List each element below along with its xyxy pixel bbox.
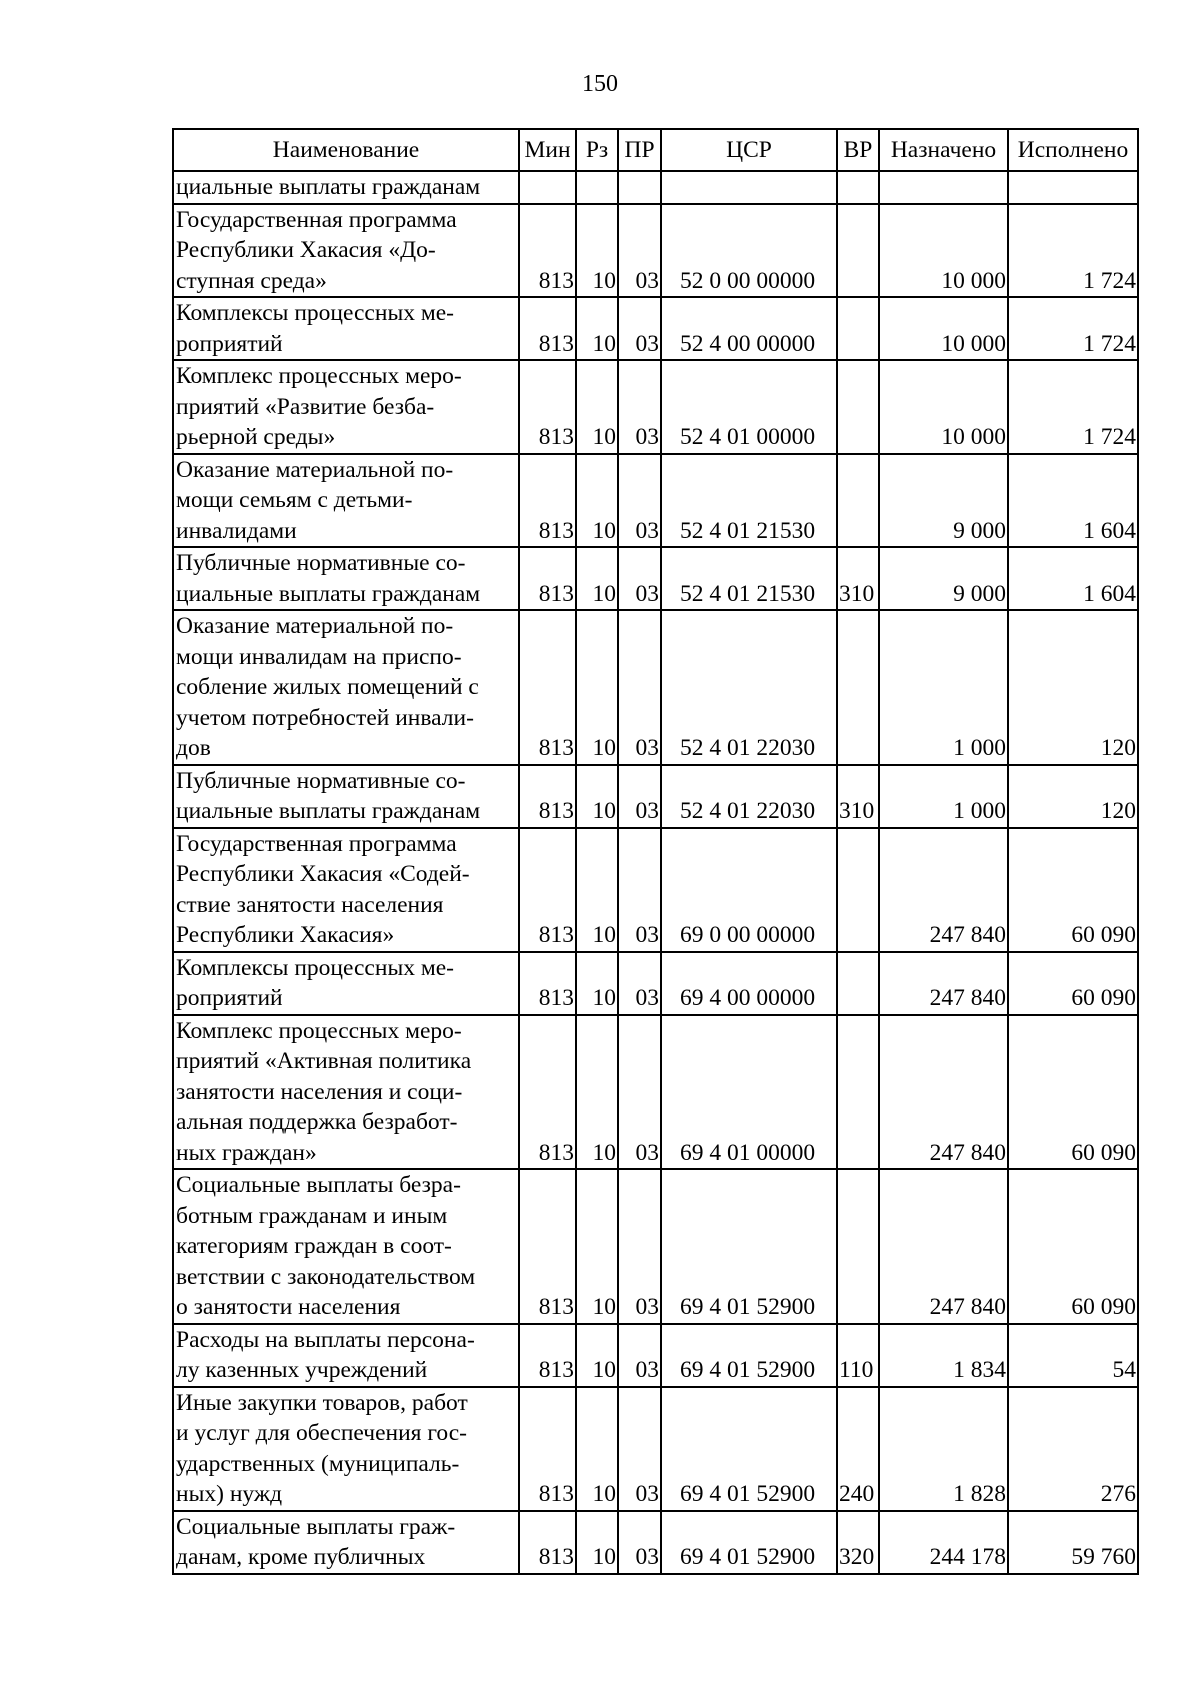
header-name: Наименование: [173, 129, 519, 171]
cell-executed: 60 090: [1008, 1169, 1138, 1324]
table-row: [173, 1511, 1138, 1574]
cell-name: Комплексы процессных ме- роприятий: [173, 952, 519, 1015]
cell-min: 813: [519, 454, 576, 548]
cell-pr: 03: [618, 297, 661, 360]
cell-executed: 60 090: [1008, 952, 1138, 1015]
header-min: Мин: [519, 129, 576, 171]
cell-vr: [837, 610, 879, 765]
cell-csr: 69 4 00 00000: [661, 952, 837, 1015]
cell-name: Оказание материальной по- мощи инвалидам на приспо- собление жилых помещений с учетом потребностей инвали- дов: [173, 610, 519, 765]
cell-vr: 310: [837, 547, 879, 610]
cell-min: 813: [519, 828, 576, 952]
cell-pr: 03: [618, 828, 661, 952]
cell-executed: [1008, 171, 1138, 204]
cell-min: [519, 171, 576, 204]
cell-min: 813: [519, 1169, 576, 1324]
cell-executed: 276: [1008, 1387, 1138, 1511]
cell-assigned: 10 000: [879, 360, 1008, 454]
table-row: [173, 204, 1138, 298]
cell-vr: [837, 454, 879, 548]
cell-assigned: 10 000: [879, 297, 1008, 360]
cell-vr: 240: [837, 1387, 879, 1511]
cell-assigned: 247 840: [879, 1015, 1008, 1170]
table-row: [173, 1015, 1138, 1170]
cell-rz: 10: [576, 610, 618, 765]
cell-vr: 320: [837, 1511, 879, 1574]
table-row: [173, 297, 1138, 360]
cell-executed: 1 724: [1008, 297, 1138, 360]
cell-executed: 60 090: [1008, 1015, 1138, 1170]
cell-pr: 03: [618, 1387, 661, 1511]
cell-vr: [837, 1015, 879, 1170]
cell-assigned: 9 000: [879, 454, 1008, 548]
cell-assigned: 244 178: [879, 1511, 1008, 1574]
cell-min: 813: [519, 204, 576, 298]
cell-executed: 60 090: [1008, 828, 1138, 952]
cell-executed: 120: [1008, 765, 1138, 828]
cell-name: Оказание материальной по- мощи семьям с детьми- инвалидами: [173, 454, 519, 548]
cell-vr: [837, 1169, 879, 1324]
cell-min: 813: [519, 1015, 576, 1170]
cell-csr: 69 0 00 00000: [661, 828, 837, 952]
cell-csr: 52 4 00 00000: [661, 297, 837, 360]
header-executed: Исполнено: [1008, 129, 1138, 171]
cell-vr: [837, 952, 879, 1015]
cell-rz: 10: [576, 360, 618, 454]
table-row: [173, 454, 1138, 548]
table-header-row: [173, 129, 1138, 171]
budget-table: [172, 128, 1139, 1575]
table-row: [173, 171, 1138, 204]
cell-name: Социальные выплаты безра- ботным гражданам и иным категориям граждан в соот- ветствии с законодательством о занятости населения: [173, 1169, 519, 1324]
cell-rz: 10: [576, 547, 618, 610]
cell-vr: 110: [837, 1324, 879, 1387]
cell-rz: 10: [576, 828, 618, 952]
cell-name: Расходы на выплаты персона- лу казенных учреждений: [173, 1324, 519, 1387]
cell-name: Иные закупки товаров, работ и услуг для обеспечения гос- ударственных (муниципаль- ных) нужд: [173, 1387, 519, 1511]
cell-csr: 52 4 01 22030: [661, 610, 837, 765]
cell-min: 813: [519, 1511, 576, 1574]
cell-min: 813: [519, 297, 576, 360]
cell-pr: 03: [618, 1324, 661, 1387]
table-row: [173, 828, 1138, 952]
table-row: [173, 952, 1138, 1015]
cell-rz: 10: [576, 454, 618, 548]
cell-vr: [837, 204, 879, 298]
cell-csr: 52 4 01 21530: [661, 547, 837, 610]
cell-executed: 1 724: [1008, 204, 1138, 298]
cell-csr: 69 4 01 52900: [661, 1387, 837, 1511]
cell-pr: 03: [618, 1015, 661, 1170]
cell-vr: [837, 297, 879, 360]
cell-name: Публичные нормативные со- циальные выплаты гражданам: [173, 547, 519, 610]
table-row: [173, 610, 1138, 765]
cell-name: Государственная программа Республики Хакасия «Содей- ствие занятости населения Республики Хакасия»: [173, 828, 519, 952]
cell-pr: 03: [618, 547, 661, 610]
cell-vr: [837, 171, 879, 204]
cell-csr: 52 4 01 22030: [661, 765, 837, 828]
cell-executed: 120: [1008, 610, 1138, 765]
header-rz: Рз: [576, 129, 618, 171]
cell-pr: 03: [618, 765, 661, 828]
cell-min: 813: [519, 547, 576, 610]
cell-csr: 69 4 01 00000: [661, 1015, 837, 1170]
cell-csr: 69 4 01 52900: [661, 1324, 837, 1387]
cell-vr: [837, 360, 879, 454]
cell-min: 813: [519, 1387, 576, 1511]
cell-rz: 10: [576, 1015, 618, 1170]
cell-min: 813: [519, 952, 576, 1015]
cell-executed: 59 760: [1008, 1511, 1138, 1574]
page-number: 150: [582, 71, 618, 97]
cell-executed: 1 724: [1008, 360, 1138, 454]
cell-assigned: 1 000: [879, 765, 1008, 828]
cell-name: Комплекс процессных меро- приятий «Развитие безба- рьерной среды»: [173, 360, 519, 454]
cell-csr: 52 4 01 00000: [661, 360, 837, 454]
cell-assigned: 247 840: [879, 828, 1008, 952]
cell-rz: 10: [576, 1324, 618, 1387]
cell-vr: [837, 828, 879, 952]
header-pr: ПР: [618, 129, 661, 171]
cell-assigned: 247 840: [879, 1169, 1008, 1324]
table-row: [173, 360, 1138, 454]
cell-name: Комплекс процессных меро- приятий «Активная политика занятости населения и соци- альная поддержка безработ- ных граждан»: [173, 1015, 519, 1170]
cell-name: Комплексы процессных ме- роприятий: [173, 297, 519, 360]
cell-rz: 10: [576, 1169, 618, 1324]
cell-assigned: 1 000: [879, 610, 1008, 765]
cell-rz: 10: [576, 204, 618, 298]
cell-rz: 10: [576, 952, 618, 1015]
header-assigned: Назначено: [879, 129, 1008, 171]
cell-assigned: 1 828: [879, 1387, 1008, 1511]
cell-assigned: [879, 171, 1008, 204]
cell-rz: 10: [576, 297, 618, 360]
cell-pr: 03: [618, 952, 661, 1015]
cell-rz: 10: [576, 765, 618, 828]
cell-assigned: 9 000: [879, 547, 1008, 610]
cell-pr: [618, 171, 661, 204]
cell-name: Социальные выплаты граж- данам, кроме публичных: [173, 1511, 519, 1574]
cell-assigned: 1 834: [879, 1324, 1008, 1387]
cell-pr: 03: [618, 1169, 661, 1324]
cell-pr: 03: [618, 610, 661, 765]
cell-min: 813: [519, 765, 576, 828]
cell-csr: [661, 171, 837, 204]
cell-pr: 03: [618, 1511, 661, 1574]
header-vr: ВР: [837, 129, 879, 171]
cell-csr: 52 4 01 21530: [661, 454, 837, 548]
table-row: [173, 547, 1138, 610]
cell-rz: [576, 171, 618, 204]
cell-min: 813: [519, 1324, 576, 1387]
cell-assigned: 10 000: [879, 204, 1008, 298]
cell-executed: 1 604: [1008, 454, 1138, 548]
cell-csr: 52 0 00 00000: [661, 204, 837, 298]
cell-vr: 310: [837, 765, 879, 828]
cell-csr: 69 4 01 52900: [661, 1511, 837, 1574]
cell-min: 813: [519, 610, 576, 765]
cell-assigned: 247 840: [879, 952, 1008, 1015]
table-body: [173, 171, 1138, 1574]
cell-min: 813: [519, 360, 576, 454]
cell-pr: 03: [618, 454, 661, 548]
header-csr: ЦСР: [661, 129, 837, 171]
cell-pr: 03: [618, 204, 661, 298]
cell-rz: 10: [576, 1511, 618, 1574]
cell-executed: 1 604: [1008, 547, 1138, 610]
table-row: [173, 1169, 1138, 1324]
cell-pr: 03: [618, 360, 661, 454]
cell-name: циальные выплаты гражданам: [173, 171, 519, 204]
table-row: [173, 1387, 1138, 1511]
cell-name: Государственная программа Республики Хакасия «До- ступная среда»: [173, 204, 519, 298]
cell-rz: 10: [576, 1387, 618, 1511]
cell-name: Публичные нормативные со- циальные выплаты гражданам: [173, 765, 519, 828]
cell-csr: 69 4 01 52900: [661, 1169, 837, 1324]
cell-executed: 54: [1008, 1324, 1138, 1387]
table-row: [173, 765, 1138, 828]
table-row: [173, 1324, 1138, 1387]
